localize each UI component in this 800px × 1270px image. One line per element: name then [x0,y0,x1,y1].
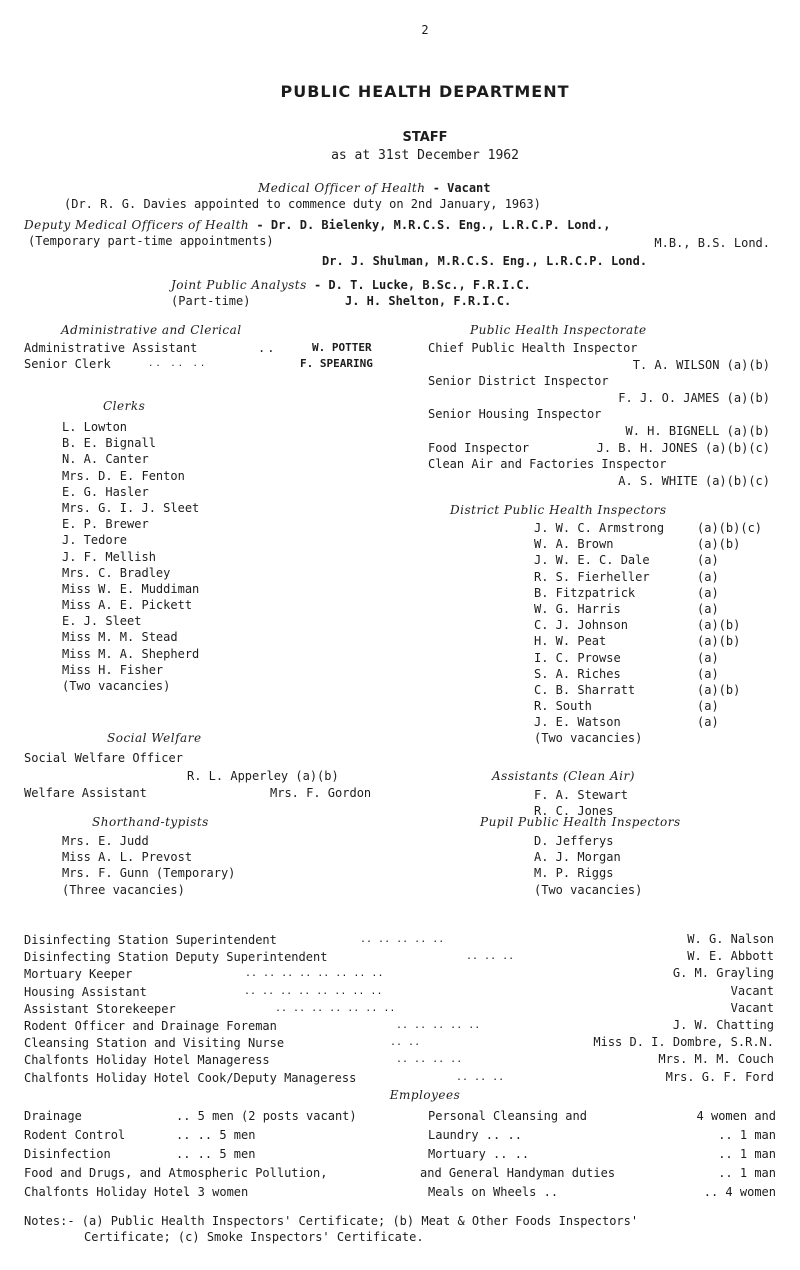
post-dots: .. .. .. .. .. .. .. [275,1002,396,1014]
clean-air-name: A. S. WHITE (a)(b)(c) [618,474,770,488]
inspector-quals: (a)(b) [697,634,741,649]
food-name: J. B. H. JONES (a)(b)(c) [596,441,770,455]
post-holder: Vacant [730,1000,774,1015]
post-dots: .. .. .. .. [396,1054,463,1066]
moh-label: Medical Officer of Health [258,181,426,195]
list-item: E. G. Hasler [62,484,149,499]
deputy-line2: M.B., B.S. Lond. [654,236,770,250]
deputy-label: Deputy Medical Officers of Health [24,218,250,232]
post-dots: .. .. .. .. .. [360,934,445,945]
moh-note: (Dr. R. G. Davies appointed to commence duty on 2nd January, 1963) [64,197,541,211]
inspectorate-heading: Public Health Inspectorate [470,323,647,337]
moh-line [258,180,491,196]
analysts-label: Joint Public Analysts [171,278,307,292]
table-row [534,682,774,698]
table-row [534,650,774,666]
as-at-date: as at 31st December 1962 [331,148,519,163]
employee-cell: Chalfonts Holiday Hotel [24,1185,191,1199]
list-item: Mrs. E. Judd [62,834,149,848]
list-item: E. J. Sleet [62,614,142,629]
post-dots: .. .. .. .. .. .. .. .. [245,968,384,980]
post-label: Chalfonts Holiday Hotel Cook/Deputy Manageress [24,1070,357,1085]
social-officer-name: R. L. Apperley (a)(b) [187,769,339,783]
inspector-name: S. A. Riches [534,666,621,681]
employee-cell: .. 1 man [718,1166,776,1180]
inspector-name: W. G. Harris [534,601,621,616]
inspector-name: C. J. Johnson [534,618,628,633]
social-heading: Social Welfare [107,731,202,745]
admin-row-senior [24,356,111,372]
table-row [534,552,774,568]
inspector-name: J. W. E. C. Dale [534,553,650,568]
senior-clerk-dots: .. .. .. [148,359,208,369]
employee-cell: Disinfection [24,1147,111,1161]
inspector-name: J. W. C. Armstrong [534,521,665,535]
senior-clerk-label: Senior Clerk [24,357,111,371]
list-item: F. A. Stewart [534,788,628,802]
inspector-name: C. B. Sharratt [534,682,636,697]
post-label: Housing Assistant [24,984,147,999]
district-list [534,520,774,747]
employee-cell: Food and Drugs, and Atmospheric Pollution, [24,1166,328,1180]
list-item: J. Tedore [62,533,128,548]
inspector-quals: (a)(b) [697,618,741,633]
employee-cell: .. 3 women [176,1185,249,1199]
table-row [534,585,774,601]
inspector-name: I. C. Prowse [534,650,621,665]
employee-cell: and General Handyman duties [420,1166,616,1180]
inspector-quals: (a) [697,553,719,568]
inspector-quals: (a) [697,699,719,714]
list-item: E. P. Brewer [62,517,149,532]
post-dots: .. .. .. [466,951,515,963]
post-holder: Mrs. G. F. Ford [665,1069,774,1084]
post-dots: .. .. [390,1037,421,1049]
post-label: Chalfonts Holiday Hotel Manageress [24,1053,270,1068]
district-heading: District Public Health Inspectors [450,503,667,517]
list-item: Mrs. D. E. Fenton [62,468,185,483]
table-row [534,698,774,714]
analysts-sub: (Part-time) [171,294,251,308]
housing-name: W. H. BIGNELL (a)(b) [625,424,770,438]
list-item: B. E. Bignall [62,436,156,451]
notes-line1: Notes:- (a) Public Health Inspectors' Certificate; (b) Meat & Other Foods Inspectors' [24,1214,639,1228]
social-officer-label: Social Welfare Officer [24,751,183,765]
inspector-quals: (a)(b) [697,537,741,552]
list-item: Miss H. Fisher [62,662,164,677]
list-item: J. F. Mellish [62,549,156,564]
list-item: Miss M. A. Shepherd [62,646,200,661]
welfare-assistant-name: Mrs. F. Gordon [270,786,372,800]
post-label: Disinfecting Station Deputy Superintendent [24,950,328,965]
inspector-name: (Two vacancies) [534,731,643,746]
employee-cell: Rodent Control [24,1128,126,1142]
notes-line2: Certificate; (c) Smoke Inspectors' Certificate. [84,1230,424,1244]
inspector-name: R. S. Fierheller [534,569,650,584]
post-dots: .. .. .. .. .. [396,1020,481,1031]
table-row [534,730,774,746]
typists-heading: Shorthand-typists [92,815,209,829]
inspector-name: H. W. Peat [534,634,607,649]
welfare-assistant-label: Welfare Assistant [24,786,147,800]
table-row [534,520,774,536]
list-item: Mrs. C. Bradley [62,565,171,580]
admin-row-assistant [24,340,197,356]
employee-cell: .. 1 man [718,1128,776,1142]
inspector-name: W. A. Brown [534,537,614,552]
post-label: Disinfecting Station Superintendent [24,933,277,947]
deputy-line1: - Dr. D. Bielenky, M.R.C.S. Eng., L.R.C.P. Lond., [256,218,611,232]
employee-cell: Mortuary .. .. [428,1147,530,1161]
inspector-quals: (a) [697,715,719,730]
employee-cell: Drainage [24,1109,82,1123]
inspector-name: B. Fitzpatrick [534,585,636,600]
post-label: Mortuary Keeper [24,967,133,982]
inspector-quals: (a) [697,666,719,681]
list-item: Miss W. E. Muddiman [62,581,200,596]
post-holder: Mrs. M. M. Couch [658,1052,774,1067]
clean-air-label: Clean Air and Factories Inspector [428,457,667,471]
clean-air-assistants-heading: Assistants (Clean Air) [492,769,635,783]
inspector-quals: (a) [697,569,719,584]
list-item: D. Jefferys [534,834,614,848]
analysts-line1: - D. T. Lucke, B.Sc., F.R.I.C. [313,278,531,292]
list-item: L. Lowton [62,420,128,434]
list-item: (Two vacancies) [534,882,643,897]
post-holder: W. E. Abbott [687,949,774,964]
list-item: (Two vacancies) [62,679,171,693]
inspector-quals: (a) [697,650,719,665]
table-row [534,601,774,617]
list-item: M. P. Riggs [534,866,614,881]
admin-value: W. POTTER [312,341,372,354]
pupil-list [534,833,642,898]
list-item: Miss M. M. Stead [62,630,178,645]
list-item: A. J. Morgan [534,850,621,865]
post-dots: .. .. .. [456,1071,505,1083]
employee-cell: Personal Cleansing and [428,1109,587,1123]
inspector-quals: (a) [697,601,719,616]
employee-cell: .. .. 5 men [176,1128,256,1142]
table-row [534,666,774,682]
employee-cell: .. 1 man [718,1147,776,1161]
employee-cell: Meals on Wheels .. [428,1185,559,1199]
housing-label: Senior Housing Inspector [428,407,602,421]
post-label: Rodent Officer and Drainage Foreman [24,1019,277,1033]
pupil-heading: Pupil Public Health Inspectors [480,815,681,829]
page-title: PUBLIC HEALTH DEPARTMENT [280,82,570,101]
inspector-name: J. E. Watson [534,715,621,730]
post-holder: W. G. Nalson [687,932,774,946]
deputy-line [24,217,610,233]
employee-cell: Laundry .. .. [428,1128,522,1142]
post-label: Cleansing Station and Visiting Nurse [24,1036,285,1051]
list-item: Miss A. E. Pickett [62,598,193,613]
admin-dots: .. [258,341,277,355]
admin-label: Administrative Assistant [24,341,198,355]
list-item: Miss A. L. Prevost [62,850,193,865]
inspector-quals: (a) [697,585,719,600]
list-item: Mrs. F. Gunn (Temporary) [62,866,236,881]
post-holder: Vacant [730,983,774,998]
senior-district-label: Senior District Inspector [428,374,609,388]
table-row [534,536,774,552]
post-label: Assistant Storekeeper [24,1001,176,1016]
clerks-heading: Clerks [103,399,146,413]
post-holder: Miss D. I. Dombre, S.R.N. [593,1035,774,1050]
list-item: Mrs. G. I. J. Sleet [62,500,200,515]
senior-district-name: F. J. O. JAMES (a)(b) [618,391,770,405]
chief-name: T. A. WILSON (a)(b) [632,358,770,372]
staff-heading: STAFF [402,130,448,145]
employee-cell: .. .. 5 men [176,1147,256,1161]
inspector-quals: (a)(b) [697,682,741,697]
employees-heading: Employees [389,1088,461,1102]
employee-cell: .. 4 women [703,1185,776,1199]
table-row [534,714,774,730]
table-row [534,569,774,585]
chief-label: Chief Public Health Inspector [428,341,638,355]
page-number: 2 [421,23,429,37]
list-item: N. A. Canter [62,452,149,467]
inspector-name: R. South [534,699,592,714]
moh-value: - Vacant [432,181,491,195]
list-item: R. C. Jones [534,804,614,819]
analysts-line2: J. H. Shelton, F.R.I.C. [345,294,512,308]
analysts-line [171,277,531,293]
admin-heading: Administrative and Clerical [61,323,242,337]
table-row [534,617,774,633]
employee-cell: .. 5 men (2 posts vacant) [176,1109,357,1123]
inspector-quals: (a)(b)(c) [697,521,763,535]
post-holder: G. M. Grayling [672,966,774,981]
list-item: (Three vacancies) [62,882,185,897]
employee-cell: 4 women and [696,1109,776,1123]
deputy-sub: (Temporary part-time appointments) [28,234,274,248]
post-holder: J. W. Chatting [672,1018,774,1032]
clerks-list [62,419,199,694]
typists-list [62,833,235,898]
food-label: Food Inspector [428,441,530,455]
senior-clerk-value: F. SPEARING [300,357,373,370]
deputy-line3: Dr. J. Shulman, M.R.C.S. Eng., L.R.C.P. Lond. [322,254,648,268]
post-dots: .. .. .. .. .. .. .. .. [244,985,383,997]
table-row [534,633,774,649]
